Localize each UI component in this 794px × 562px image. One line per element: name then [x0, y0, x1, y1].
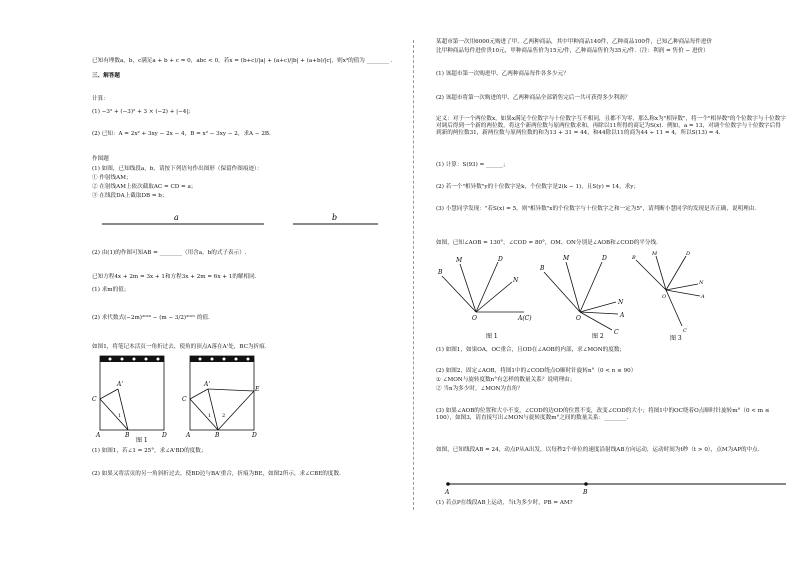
fig2-M: M — [563, 255, 570, 262]
column-divider — [413, 40, 414, 510]
angle-figure-3 — [636, 256, 700, 326]
angle-figure-2 — [544, 262, 618, 330]
calc-heading: 计算： — [92, 96, 109, 102]
right-column — [436, 0, 791, 562]
fig2-O: O — [576, 315, 581, 322]
fig2-caption: 图 2 — [592, 333, 604, 340]
fig1-label-C: C — [92, 396, 97, 403]
segment-b-label: b — [332, 213, 338, 222]
point-B — [584, 482, 588, 486]
angle-question-3: (3) 如果∠AOB的位置和大小不变，∠COD的边OD的位置不变，改变∠COD的大小；将图1中的OC绕着O点顺时针旋转m°（0 < m ≤ 100），如图3，请直接写出∠MON与旋转度数m°之间的数量关系：________. — [436, 408, 770, 422]
point-A-label: A — [445, 489, 450, 496]
shop-line-1: 某超市第一次用6000元购进了甲、乙两种商品，其中甲种商品140件，乙种商品100件，已知乙种商品每件进价 — [436, 39, 713, 45]
fig3-D: D — [686, 251, 691, 257]
angle-question-2a: ① ∠MON与旋转度数n°有怎样的数量关系？说明理由； — [436, 377, 576, 383]
fig2-C: C — [614, 329, 619, 336]
definition-text: 定义：对于一个两位数x，如果x满足个位数字与十位数字互不相同，且都不为零，那么称x为"相异数"，将一个"相异数"的个位数字与十位数字对调后得到一个新的两位数，将这个新两位数与原两位数求和，再除以11所得的商记为S(x)．例如，a = 13，对调个位数字与十位数字后得到新的两位数31，新两位数与原两位数的和为13 + 31 = 44，和44除以11的商为44 ÷ 11 = 4，所以S(13) = 4. — [436, 116, 786, 137]
draw-step-3: ③ 在线段DA上截取DB = b； — [92, 193, 168, 199]
fig2-label-2: 2 — [222, 413, 226, 419]
equation-intro: 已知方程4x + 2m = 3x + 1和方程3x + 2m = 6x + 1的解相同. — [92, 274, 257, 280]
fig2-D: D — [602, 255, 607, 262]
angle-question-2: (2) 如图2，固定∠AOB，将图1中的∠COD绕点O顺时针旋转n°（0 < n ≤ 90） — [436, 368, 637, 374]
section-heading: 三、解答题 — [92, 73, 120, 79]
question-abc: 已知有理数a，b，c满足a + b + c = 0，abc < 0，若x = (b+c)/|a| + (a+c)/|b| + (a+b)/|c|，则x³的值为 ________ . — [92, 58, 393, 64]
angle-figure-1 — [442, 262, 524, 312]
fig2-label-Aprime: A' — [204, 381, 210, 388]
left-column — [88, 0, 398, 562]
segment-figure — [436, 476, 791, 498]
fig2-N: N — [618, 299, 624, 306]
fig1-AC: A(C) — [518, 315, 532, 322]
fig1-O: O — [472, 315, 477, 322]
calc-part-2: (2) 已知：A = 2x² + 3xy − 2x − 4，B = x² − 3xy − 2，求A − 2B. — [92, 131, 271, 137]
fold-question-1: (1) 如图1，若∠1 = 25°，求∠A'BD的度数； — [92, 448, 207, 454]
fold-figure-2 — [182, 356, 260, 439]
point-A — [446, 482, 450, 486]
angle-question-1: (1) 如图1，如果OA，OC重合，且OD在∠AOB的内部，求∠MON的度数； — [436, 347, 626, 353]
fig1-label-1: 1 — [118, 413, 122, 419]
fig2-A: A — [620, 312, 625, 319]
fig3-M: M — [652, 251, 658, 257]
fig2-label-B: B — [215, 432, 220, 439]
draw-question-2: (2) 由(1)的作图可知AB = ________（用含a，b的式子表示）. — [92, 250, 247, 256]
fold-intro: 如图1，将笔记本活页一角折过去，使角的顶点A落在A'处，BC为折痕. — [92, 344, 267, 350]
fold-figure-1 — [92, 356, 167, 443]
fig1-B: B — [438, 269, 443, 276]
fig1-caption: 图 1 — [486, 333, 498, 340]
fig3-A: A — [701, 294, 705, 300]
fig2-label-E: E — [255, 386, 260, 393]
fold-figures — [88, 351, 398, 443]
fig1-caption: 图 1 — [136, 437, 148, 443]
fig1-D: D — [498, 256, 503, 263]
fig3-C: C — [683, 328, 687, 334]
draw-step-1: ① 作射线AM； — [92, 175, 132, 181]
fig2-label-1: 1 — [208, 413, 212, 419]
fold-question-2: (2) 如果又将活页的另一角斜折过去，使BD边与BA'重合，折痕为BE，如图2所示，求∠CBE的度数. — [92, 471, 341, 477]
segment-a-label: a — [174, 213, 179, 222]
angle-figures — [436, 250, 791, 345]
definition-question-2: (2) 若一个"相异数"y的十位数字是k，个位数字是2(k − 1)，且S(y) = 14，求y； — [436, 184, 640, 190]
fig3-N: N — [699, 280, 704, 286]
fig3-caption: 图 3 — [670, 335, 682, 342]
fig1-M: M — [456, 257, 463, 264]
definition-question-1: (1) 计算：S(93) = ______； — [436, 162, 509, 168]
fig1-N: N — [513, 277, 519, 284]
shop-question-1: (1) 该超市第一次购进甲、乙两种商品每件各多少元？ — [436, 71, 569, 77]
fig2-label-C: C — [182, 396, 187, 403]
angle-intro: 如图，已知∠AOB = 130°，∠COD = 80°，OM、ON分别是∠AOB和∠COD的平分线. — [436, 240, 658, 246]
shop-question-2: (2) 该超市将第一次购进的甲、乙两种商品全部销售完后一共可获得多少利润？ — [436, 95, 631, 101]
angle-question-2b: ② 当n为多少时，∠MON为直角？ — [436, 386, 523, 392]
fig2-label-D: D — [252, 432, 257, 439]
fig1-label-Aprime: A' — [117, 381, 123, 388]
draw-intro: (1) 如图，已知线段a，b，请按下列语句作出图形（保留作图痕迹）： — [92, 166, 263, 172]
fig1-label-B: B — [125, 432, 130, 439]
fig1-label-D: D — [162, 432, 167, 439]
point-B-label: B — [583, 489, 588, 496]
draw-step-2: ② 在射线AM上依次截取AC = CD = a； — [92, 184, 197, 190]
draw-heading: 作图题 — [92, 156, 109, 162]
fig3-O: O — [662, 294, 667, 300]
fig1-label-A: A — [96, 432, 101, 439]
calc-part-1: (1) −3² + (−3)² + 3 × (−2) + |−4|; — [92, 109, 191, 115]
segment-intro: 如图，已知线段AB = 24，动点P从A出发，以每秒2个单位的速度沿射线AB方向运动，运动时间为t秒（t > 0），点M为AP的中点. — [436, 447, 760, 453]
shop-line-2: 比甲种商品每件进价贵10元，甲种商品售价为15元/件，乙种商品售价为35元/件.（注：利润 = 售价 − 进价） — [436, 48, 709, 54]
segment-question-1: (1) 若点P在线段AB上运动，当t为多少时，PB = AM? — [436, 500, 573, 506]
equation-part-1: (1) 求m的值； — [92, 287, 130, 293]
segments-figure — [88, 205, 398, 229]
definition-question-3: (3) 小慧同学发现："若S(x) = 5，则"相异数"x的个位数字与十位数字之和一定为5"，请判断小慧同学的发现是否正确，说明理由. — [436, 206, 757, 212]
fig3-B: B — [632, 255, 636, 261]
fig2-label-A: A — [186, 432, 191, 439]
equation-part-2: (2) 求代数式(−2m)²⁰²⁰ − (m − 3/2)²⁰²¹ 的值. — [92, 315, 210, 321]
fig2-B: B — [540, 265, 545, 272]
